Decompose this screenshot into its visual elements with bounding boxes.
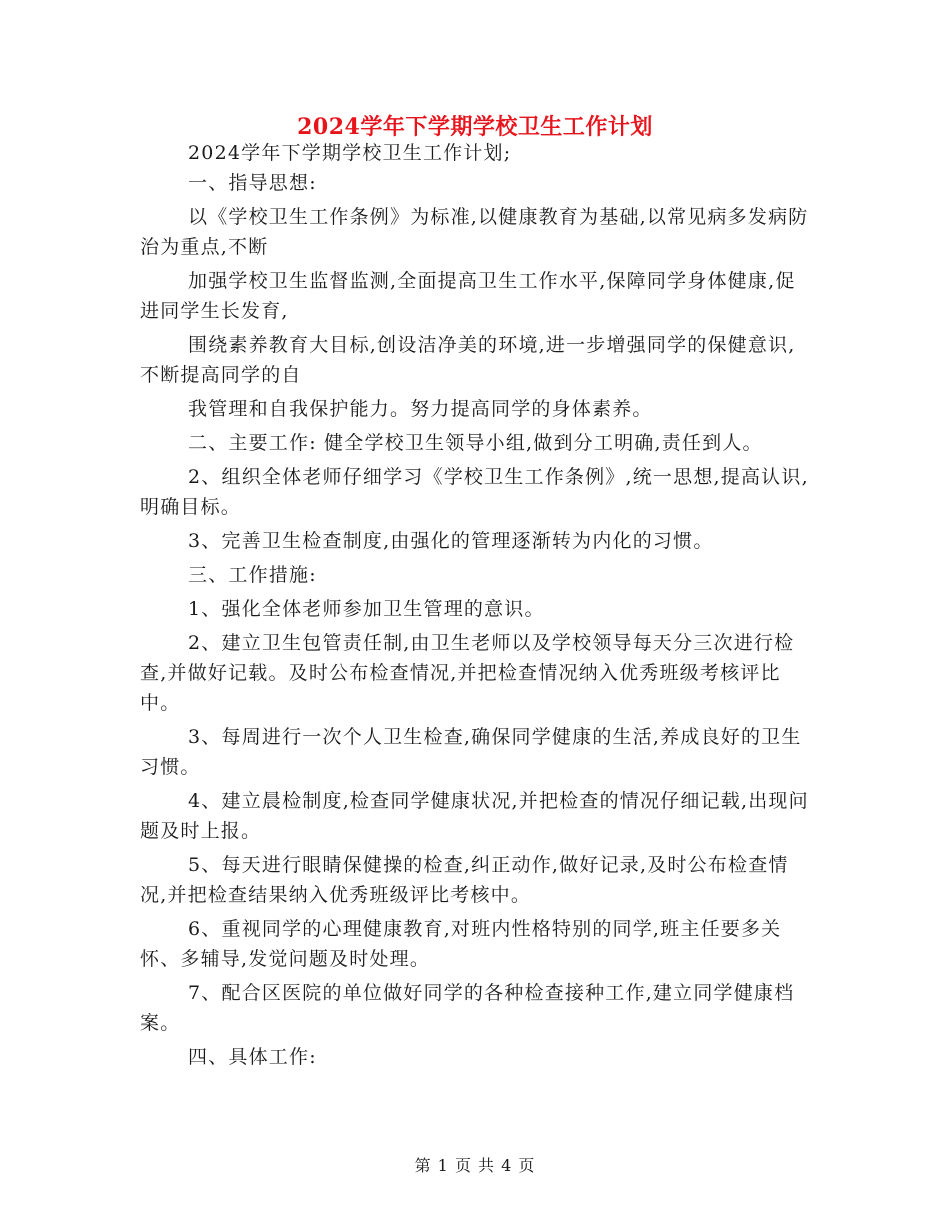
paragraph: 围绕素养教育大目标,创设洁净美的环境,进一步增强同学的保健意识,不断提高同学的自 xyxy=(140,334,796,386)
paragraph: 6、重视同学的心理健康教育,对班内性格特别的同学,班主任要多关怀、多辅导,发觉问题及时处理。 xyxy=(140,918,782,970)
paragraph: 4、建立晨检制度,检查同学健康状况,并把检查的情况仔细记载,出现问题及时上报。 xyxy=(140,790,809,842)
paragraph: 2、建立卫生包管责任制,由卫生老师以及学校领导每天分三次进行检查,并做好记载。及时公布检查情况,并把检查情况纳入优秀班级考核评比中。 xyxy=(140,632,795,714)
paragraph: 5、每天进行眼睛保健操的检查,纠正动作,做好记录,及时公布检查情况,并把检查结果纳入优秀班级评比考核中。 xyxy=(140,854,789,906)
paragraph: 3、每周进行一次个人卫生检查,确保同学健康的生活,养成良好的卫生习惯。 xyxy=(140,726,802,778)
page-number: 第 1 页 共 4 页 xyxy=(414,1156,536,1175)
document-title: 2024学年下学期学校卫生工作计划 xyxy=(297,114,653,140)
paragraph: 以《学校卫生工作条例》为标准,以健康教育为基础,以常见病多发病防治为重点,不断 xyxy=(140,206,809,258)
paragraph: 三、工作措施: xyxy=(188,564,317,586)
paragraph: 2024学年下学期学校卫生工作计划; xyxy=(188,142,512,164)
paragraph: 二、主要工作: 健全学校卫生领导小组,做到分工明确,责任到人。 xyxy=(188,432,763,454)
paragraph: 1、强化全体老师参加卫生管理的意识。 xyxy=(188,598,545,620)
paragraph: 加强学校卫生监督监测,全面提高卫生工作水平,保障同学身体健康,促进同学生长发育, xyxy=(140,270,796,322)
paragraph: 一、指导思想: xyxy=(188,172,317,194)
paragraph: 2、组织全体老师仔细学习《学校卫生工作条例》,统一思想,提高认识,明确目标。 xyxy=(140,466,809,518)
paragraph: 四、具体工作: xyxy=(188,1046,317,1068)
document-body xyxy=(140,138,810,1076)
paragraph: 3、完善卫生检查制度,由强化的管理逐渐转为内化的习惯。 xyxy=(188,530,714,552)
paragraph: 我管理和自我保护能力。努力提高同学的身体素养。 xyxy=(188,398,653,420)
paragraph: 7、配合区医院的单位做好同学的各种检查接种工作,建立同学健康档案。 xyxy=(140,982,795,1034)
